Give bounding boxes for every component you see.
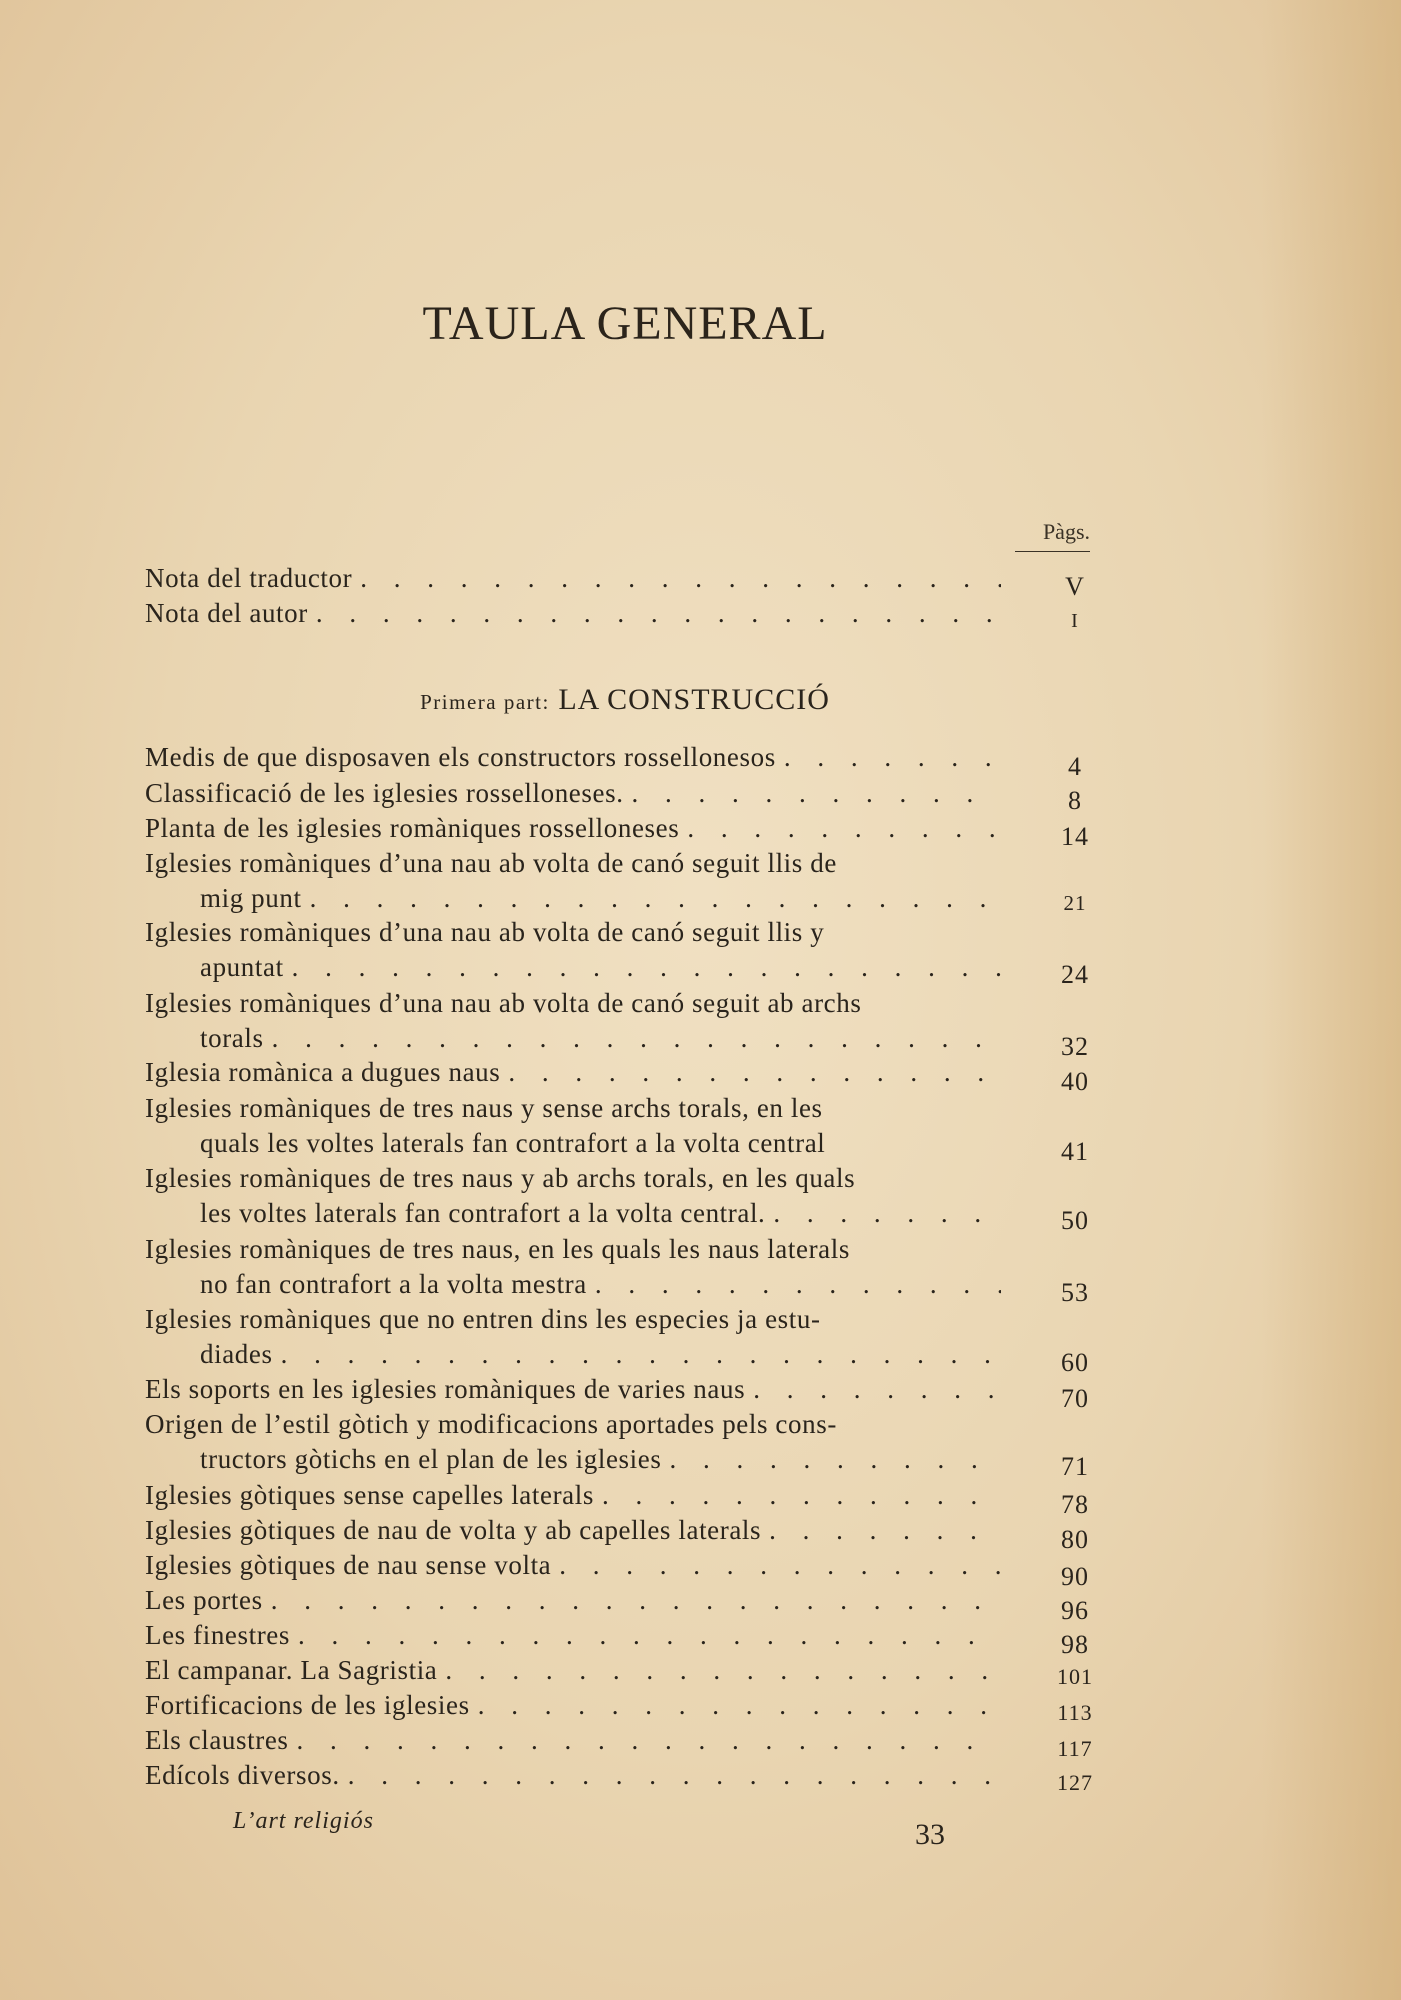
toc-page-number: 113 [1057, 1700, 1093, 1725]
toc-entry-text: Nota del autor [145, 598, 308, 628]
toc-entry [145, 1688, 1005, 1723]
toc-entry [145, 846, 1005, 916]
leader-dots [348, 1758, 1001, 1793]
leader-dots [272, 1021, 1001, 1056]
leader-dots [445, 1653, 1001, 1688]
toc-entry-text: Iglesies romàniques de tres naus y ab archs torals, en les quals [145, 1163, 856, 1193]
section-heading [0, 683, 1250, 717]
leader-dots [310, 881, 1001, 916]
leader-dots [773, 1196, 1001, 1231]
toc-entry-text: Nota del traductor [145, 563, 353, 593]
toc-page-number: 78 [1061, 1490, 1089, 1519]
leader-dots [753, 1372, 1001, 1407]
toc-page-number: 24 [1061, 960, 1089, 989]
leader-dots [784, 740, 1001, 775]
leader-dots [687, 811, 1001, 846]
toc-page-number: 53 [1061, 1278, 1089, 1307]
leader-dots [602, 1478, 1001, 1513]
toc-page-number: 32 [1061, 1032, 1089, 1061]
toc-entry [145, 1723, 1005, 1758]
toc-page-number: 41 [1061, 1137, 1089, 1166]
toc-entry [145, 1548, 1005, 1583]
leader-dots [508, 1055, 1001, 1090]
toc-page-number: 40 [1061, 1067, 1089, 1096]
toc-page-number: 90 [1061, 1562, 1089, 1591]
leader-dots [595, 1267, 1001, 1302]
toc-entry-text: Iglesies gòtiques de nau de volta y ab capelles laterals [145, 1515, 762, 1545]
toc-entry [145, 1513, 1005, 1548]
toc-entry [145, 1161, 1005, 1231]
toc-entry [145, 1583, 1005, 1618]
toc-page-number: 101 [1057, 1664, 1093, 1689]
toc-entry-text: Iglesies romàniques d’una nau ab volta de canó seguit llis y [145, 917, 825, 947]
toc-entry [145, 1478, 1005, 1513]
leader-dots [769, 1513, 1001, 1548]
toc-entry-text: Iglesies romàniques de tres naus y sense archs torals, en les [145, 1093, 823, 1123]
leader-dots [271, 1583, 1001, 1618]
toc-entry-text: Els soports en les iglesies romàniques de varies naus [145, 1374, 746, 1404]
toc-entry [145, 1232, 1005, 1302]
toc-entry-text: Iglesies romàniques d’una nau ab volta de canó seguit ab archs [145, 988, 862, 1018]
leader-dots [316, 596, 1001, 631]
toc-entry-text: Medis de que disposaven els constructors rossellonesos [145, 742, 776, 772]
toc-entry-text: Iglesia romànica a dugues naus [145, 1057, 501, 1087]
leader-dots [632, 776, 1001, 811]
leader-dots [298, 1618, 1001, 1653]
toc-entry [145, 776, 1005, 811]
toc-entry-text: Iglesies gòtiques de nau sense volta [145, 1550, 552, 1580]
leader-dots [281, 1337, 1001, 1372]
toc-entry-text: Classificació de les iglesies rosselloneses. [145, 778, 624, 808]
leader-dots [559, 1548, 1001, 1583]
toc-entry [145, 1091, 1005, 1161]
toc-page-number: 8 [1068, 786, 1082, 815]
toc-page-number: 71 [1061, 1452, 1089, 1481]
leader-dots [360, 561, 1001, 596]
toc-entry-text: Iglesies romàniques que no entren dins les especies ja estu- [145, 1304, 821, 1334]
toc-page-number: 60 [1061, 1348, 1089, 1377]
page-number: 33 [915, 1818, 945, 1851]
toc-entry-text: tructors gòtichs en el plan de les iglesies [200, 1444, 662, 1474]
toc-entry [145, 1618, 1005, 1653]
toc-entry [145, 811, 1005, 846]
toc-entry-text: quals les voltes laterals fan contrafort a la volta central [200, 1128, 826, 1158]
toc-page-number: 127 [1057, 1770, 1093, 1795]
toc-entry-text: El campanar. La Sagristia [145, 1655, 438, 1685]
toc-entry-text: mig punt [200, 883, 302, 913]
toc-page-number: 70 [1061, 1384, 1089, 1413]
toc-entry [145, 1055, 1005, 1090]
leader-dots [292, 950, 1001, 985]
toc-entry-text: Iglesies gòtiques sense capelles laterals [145, 1480, 594, 1510]
page-title: TAULA GENERAL [422, 297, 828, 350]
toc-entry-text: Les portes [145, 1585, 263, 1615]
toc-page-number: 4 [1068, 752, 1082, 781]
toc-page-number: I [1071, 610, 1079, 632]
toc-entry-text: Origen de l’estil gòtich y modificacions aportades pels cons- [145, 1409, 837, 1439]
toc-entry [145, 986, 1005, 1056]
toc-entry-text: les voltes laterals fan contrafort a la volta central. [200, 1198, 766, 1228]
toc-page-number: 98 [1061, 1630, 1089, 1659]
toc-page-number: V [1065, 572, 1085, 601]
toc-entry-text: Edícols diversos. [145, 1760, 340, 1790]
toc-entry-text: Iglesies romàniques de tres naus, en les quals les naus laterals [145, 1234, 850, 1264]
toc-entry-text: torals [200, 1023, 264, 1053]
toc-entry-text: Iglesies romàniques d’una nau ab volta de canó seguit llis de [145, 848, 837, 878]
toc-entry-text: no fan contrafort a la volta mestra [200, 1269, 587, 1299]
leader-dots [478, 1688, 1001, 1723]
toc-entry [145, 740, 1005, 775]
toc-entry-text: Planta de les iglesies romàniques rosselloneses [145, 813, 680, 843]
toc-entry [145, 1302, 1005, 1372]
section-title: LA CONSTRUCCIÓ [558, 683, 830, 716]
toc-entry-text: Les finestres [145, 1620, 291, 1650]
toc-page-number: 96 [1061, 1596, 1089, 1625]
toc-entry-text: diades [200, 1339, 273, 1369]
toc-entry-text: Fortificacions de les iglesies [145, 1690, 470, 1720]
toc-entry [145, 1372, 1005, 1407]
toc-entry [145, 915, 1005, 985]
toc-page-number: 21 [1063, 891, 1087, 915]
toc-entry-text: apuntat [200, 952, 284, 982]
section-label: Primera part: [420, 690, 550, 714]
leader-dots [297, 1723, 1001, 1758]
signature-mark: L’art religiós [233, 1808, 374, 1834]
toc-entry [145, 1758, 1005, 1793]
toc-entry-text: Els claustres [145, 1725, 289, 1755]
toc-entry [145, 1653, 1005, 1688]
toc-entry-nota-traductor [145, 561, 1005, 596]
leader-dots [669, 1442, 1001, 1477]
toc-page-number: 80 [1061, 1525, 1089, 1554]
pags-column-label: Pàgs. [1015, 519, 1090, 552]
toc-entry-nota-autor [145, 596, 1005, 631]
toc-page-number: 50 [1061, 1206, 1089, 1235]
page-edge-shading [1261, 0, 1401, 2000]
toc-page-number: 117 [1057, 1736, 1093, 1761]
toc-page-number: 14 [1061, 822, 1089, 851]
toc-entry [145, 1407, 1005, 1477]
